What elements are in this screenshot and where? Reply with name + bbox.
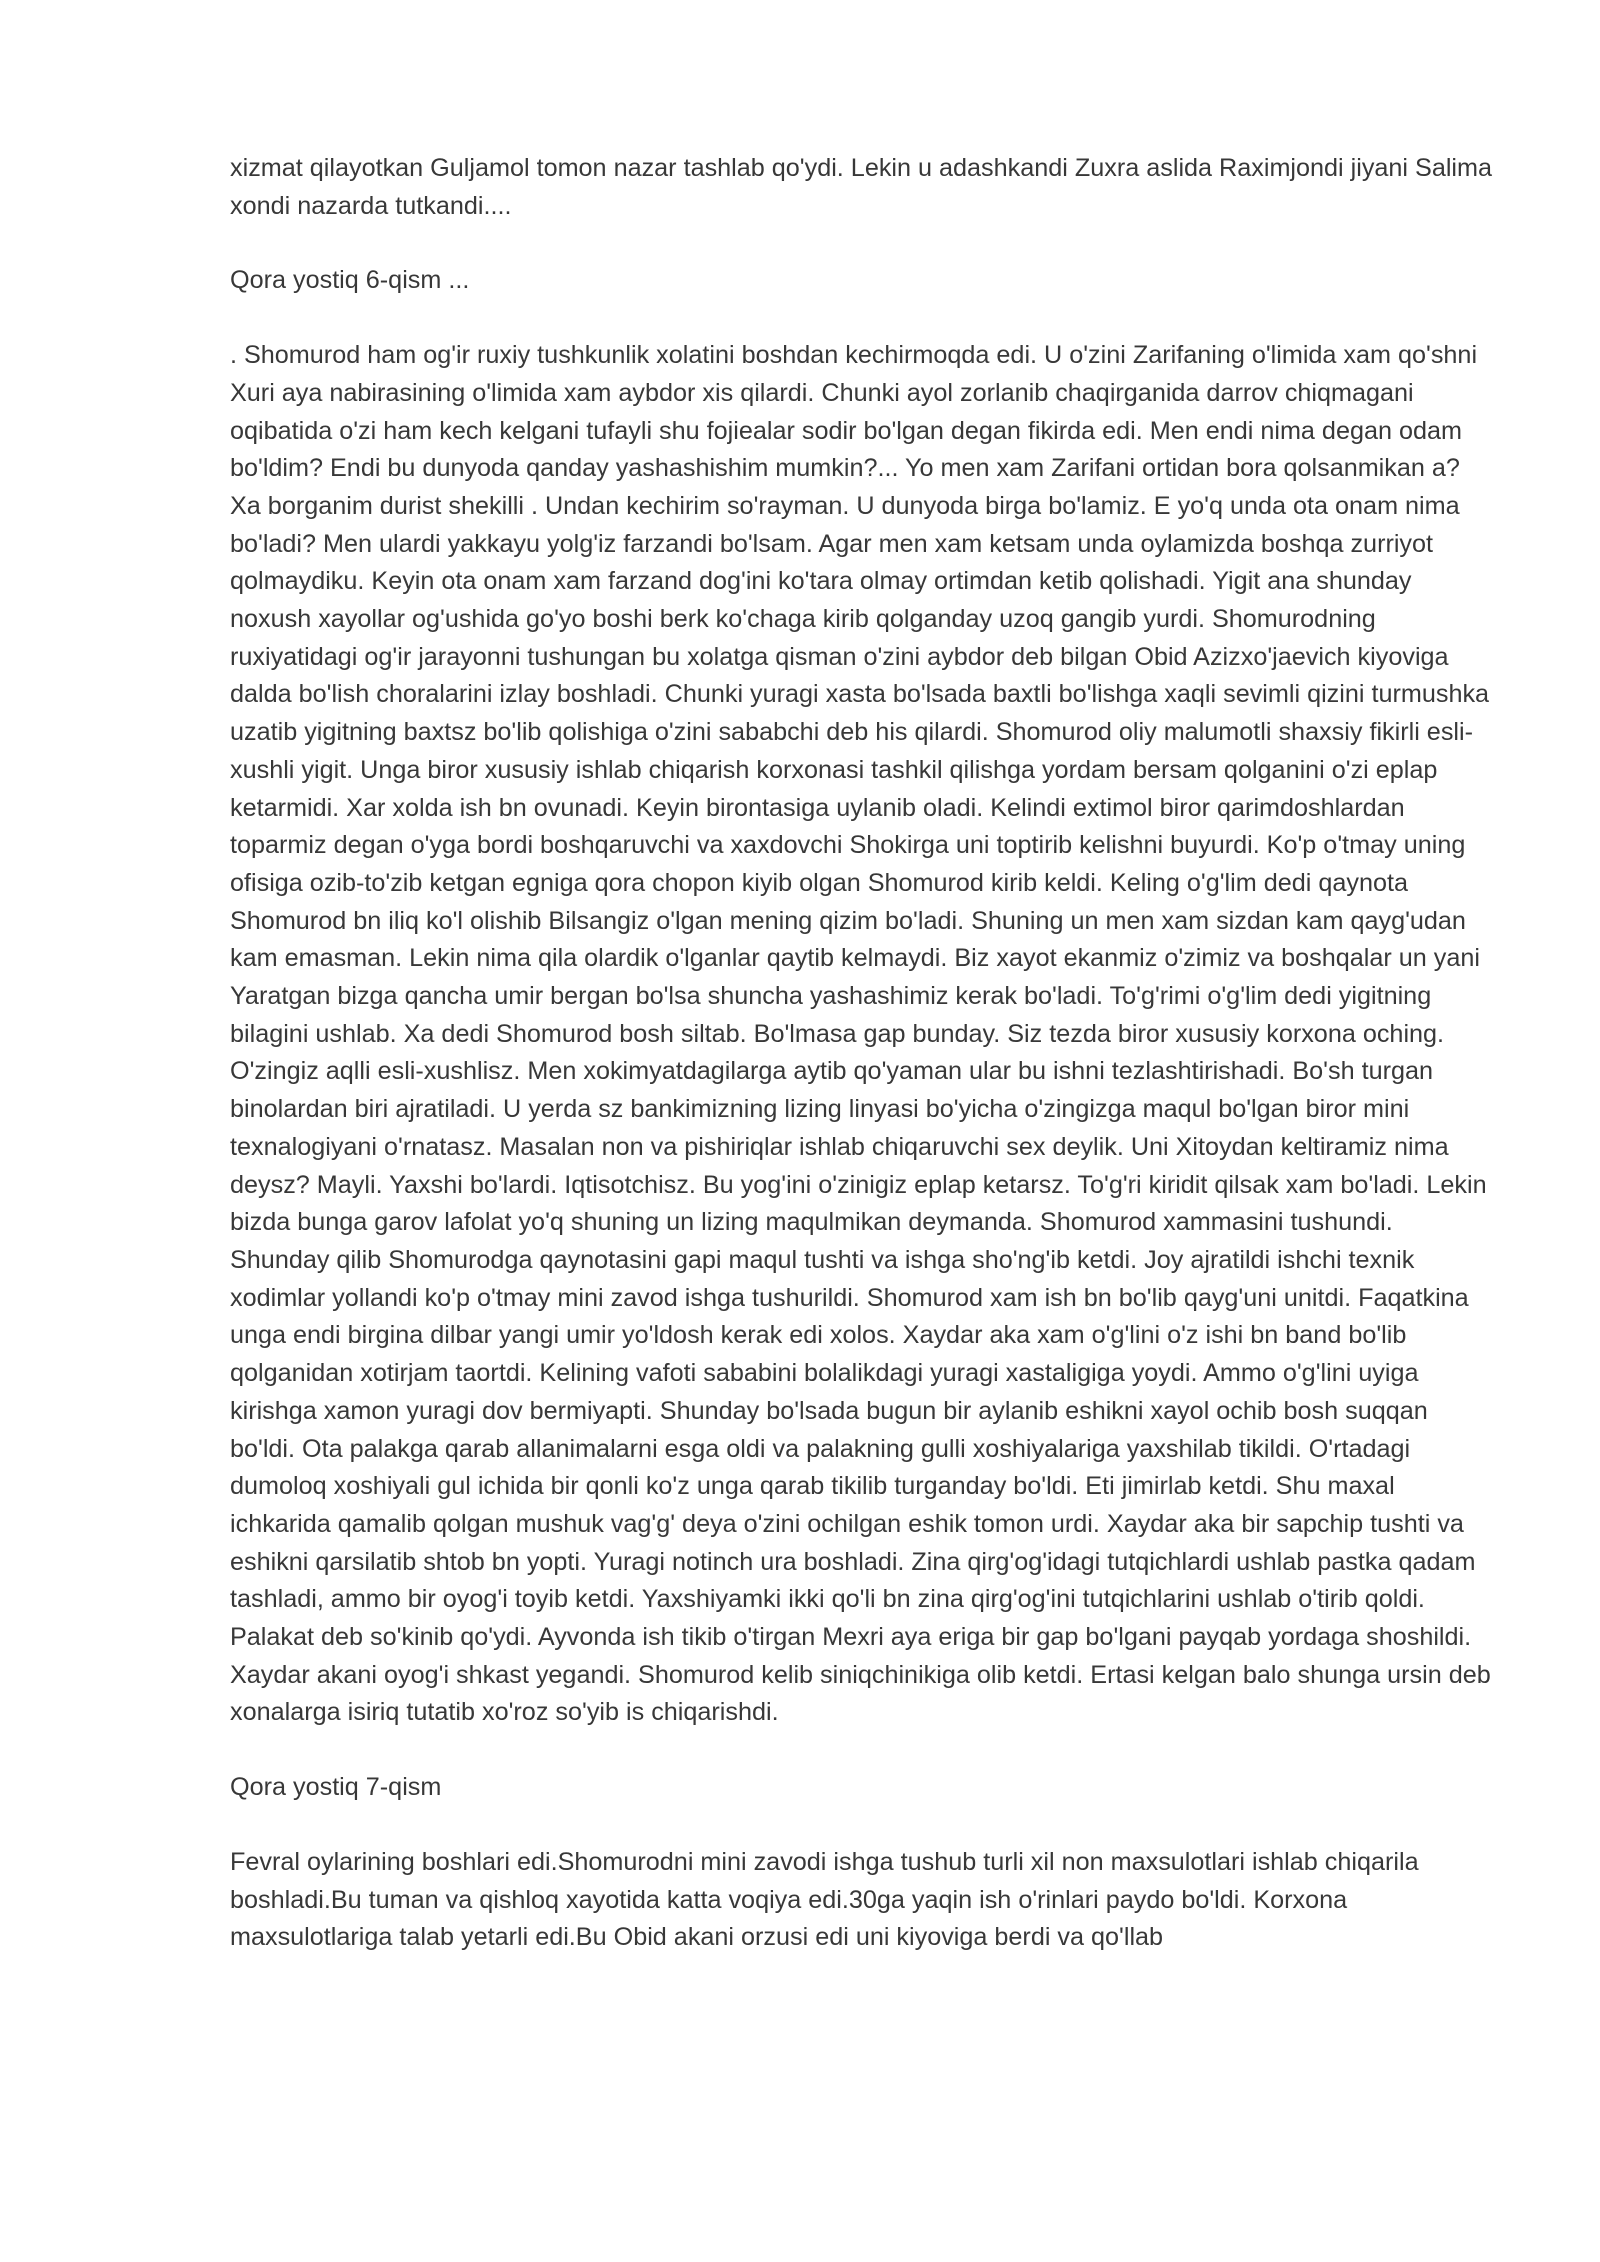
chapter-heading-part-6: Qora yostiq 6-qism ...: [230, 266, 470, 295]
paragraph-part-7-body: Fevral oylarining boshlari edi.Shomurodni mini zavodi ishga tushub turli xil non maxsulotlari ishlab chiqarila boshladi.Bu tuman va qishloq xayotida katta voqiya edi.30ga yaqin ish o'rinlari paydo bo'ldi. Korxona maxsulotlariga talab yetarli edi.Bu Obid akani orzusi edi uni kiyoviga berdi va qo'llab: [230, 1847, 1419, 1952]
chapter-heading-part-7: Qora yostiq 7-qism: [230, 1773, 442, 1802]
paragraph-intro: xizmat qilayotkan Guljamol tomon nazar tashlab qo'ydi. Lekin u adashkandi Zuxra aslida Raximjondi jiyani Salima xondi nazarda tutkandi....: [230, 154, 1493, 220]
document-page: [230, 150, 1495, 1994]
paragraph-part-6-body: . Shomurod ham og'ir ruxiy tushkunlik xolatini boshdan kechirmoqda edi. U o'zini Zarifaning o'limida xam qo'shni Xuri aya nabirasining o'limida xam aybdor xis qilardi. Chunki ayol zorlanib chaqirganida darrov chiqmagani oqibatida o'zi ham kech kelgani tufayli shu fojiealar sodir bo'lgan degan fikirda edi. Men endi nima degan odam bo'ldim? Endi bu dunyoda qanday yashashishim mumkin?... Yo men xam Zarifani ortidan bora qolsanmikan a? Xa borganim durist shekilli . Undan kechirim so'rayman. U dunyoda birga bo'lamiz. E yo'q unda ota onam nima bo'ladi? Men ulardi yakkayu yolg'iz farzandi bo'lsam. Agar men xam ketsam unda oylamizda boshqa zurriyot qolmaydiku. Keyin ota onam xam farzand dog'ini ko'tara olmay ortimdan ketib qolishadi. Yigit ana shunday noxush xayollar og'ushida go'yo boshi berk ko'chaga kirib qolganday uzoq gangib yurdi. Shomurodning ruxiyatidagi og'ir jarayonni tushungan bu xolatga qisman o'zini aybdor deb bilgan Obid Azizxo'jaevich kiyoviga dalda bo'lish choralarini izlay boshladi. Chunki yuragi xasta bo'lsada baxtli bo'lishga xaqli sevimli qizini turmushka uzatib yigitning baxtsz bo'lib qolishiga o'zini sababchi deb his qilardi. Shomurod oliy malumotli shaxsiy fikirli esli-xushli yigit. Unga biror xususiy ishlab chiqarish korxonasi tashkil qilishga yordam bersam qolganini o'zi eplap ketarmidi. Xar xolda ish bn ovunadi. Keyin birontasiga uylanib oladi. Kelindi extimol biror qarimdoshlardan toparmiz degan o'yga bordi boshqaruvchi va xaxdovchi Shokirga uni toptirib kelishni buyurdi. Ko'p o'tmay uning ofisiga ozib-to'zib ketgan egniga qora chopon kiyib olgan Shomurod kirib keldi. Keling o'g'lim dedi qaynota Shomurod bn iliq ko'l olishib Bilsangiz o'lgan mening qizim bo'ladi. Shuning un men xam sizdan kam qayg'udan kam emasman. Lekin nima qila olardik o'lganlar qaytib kelmaydi. Biz xayot ekanmiz o'zimiz va boshqalar un yani Yaratgan bizga qancha umir bergan bo'lsa shuncha yashashimiz kerak bo'ladi. To'g'rimi o'g'lim dedi yigitning bilagini ushlab. Xa dedi Shomurod bosh siltab. Bo'lmasa gap bunday. Siz tezda biror xususiy korxona oching. O'zingiz aqlli esli-xushlisz. Men xokimyatdagilarga aytib qo'yaman ular bu ishni tezlashtirishadi. Bo'sh turgan binolardan biri ajratiladi. U yerda sz bankimizning lizing linyasi bo'yicha o'zingizga maqul bo'lgan biror mini texnalogiyani o'rnatasz. Masalan non va pishiriqlar ishlab chiqaruvchi sex deylik. Uni Xitoydan keltiramiz nima deysz? Mayli. Yaxshi bo'lardi. Iqtisotchisz. Bu yog'ini o'zinigiz eplap ketarsz. To'g'ri kiridit qilsak xam bo'ladi. Lekin bizda bunga garov lafolat yo'q shuning un lizing maqulmikan deymanda. Shomurod xammasini tushundi. Shunday qilib Shomurodga qaynotasini gapi maqul tushti va ishga sho'ng'ib ketdi. Joy ajratildi ishchi texnik xodimlar yollandi ko'p o'tmay mini zavod ishga tushurildi. Shomurod xam ish bn bo'lib qayg'uni unitdi. Faqatkina unga endi birgina dilbar yangi umir yo'ldosh kerak edi xolos. Xaydar aka xam o'g'lini o'z ishi bn band bo'lib qolganidan xotirjam taortdi. Kelining vafoti sababini bolalikdagi yuragi xastaligiga yoydi. Ammo o'g'lini uyiga kirishga xamon yuragi dov bermiyapti. Shunday bo'lsada bugun bir aylanib eshikni xayol ochib bosh suqqan bo'ldi. Ota palakga qarab allanimalarni esga oldi va palakning gulli xoshiyalariga yaxshilab tikildi. O'rtadagi dumoloq xoshiyali gul ichida bir qonli ko'z unga qarab tikilib turganday bo'ldi. Eti jimirlab ketdi. Shu maxal ichkarida qamalib qolgan mushuk vag'g' deya o'zini ochilgan eshik tomon urdi. Xaydar aka bir sapchip tushti va eshikni qarsilatib shtob bn yopti. Yuragi notinch ura boshladi. Zina qirg'og'idagi tutqichlardi ushlab pastka qadam tashladi, ammo bir oyog'i toyib ketdi. Yaxshiyamki ikki qo'li bn zina qirg'og'ini tutqichlarini ushlab o'tirib qoldi. Palakat deb so'kinib qo'ydi. Ayvonda ish tikib o'tirgan Mexri aya eriga bir gap bo'lgani payqab yordaga shoshildi. Xaydar akani oyog'i shkast yegandi. Shomurod kelib siniqchinikiga olib ketdi. Ertasi kelgan balo shunga ursin deb xonalarga isiriq tutatib xo'roz so'yib is chiqarishdi.: [230, 341, 1491, 1727]
